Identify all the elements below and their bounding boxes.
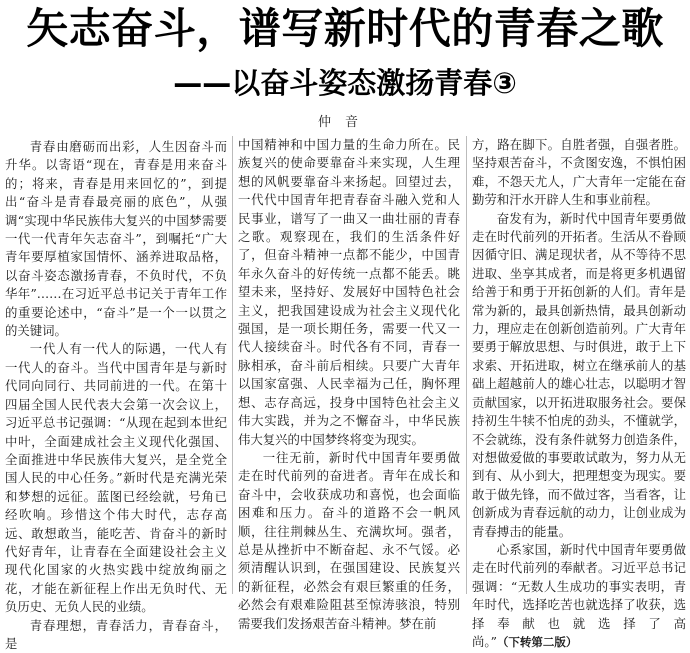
paragraph: 青春理想，青春活力，青春奋斗，是 bbox=[5, 617, 227, 651]
paragraph-text: 心系家国，新时代中国青年要勇做走在时代前列的奉献者。习近平总书记强调：“无数人生成功的事实表明，青年时代，选择吃苦也就选择了收获，选择奉献也就选择了高尚。” bbox=[472, 541, 686, 649]
author-byline: 仲音 bbox=[317, 115, 372, 130]
paragraph: 青春由磨砺而出彩，人生因奋斗而升华。以寄语“现在，青春是用来奋斗的；将来，青春是用来回忆的”，到提出“奋斗是青春最亮丽的底色”，从强调“实现中华民族伟大复兴的中国梦需要一代一代青年矢志奋斗”，到嘱托“广大青年要厚植家国情怀、涵养进取品格，以奋斗姿态激扬青春，不负时代，不负华年”……在习近平总书记关于青年工作的重要论述中，“奋斗”是一个一以贯之的关键词。 bbox=[5, 139, 227, 339]
paragraph: 一往无前，新时代中国青年要勇做走在时代前列的奋进者。青年在成长和奋斗中，会收获成功和喜悦，也会面临困难和压力。奋斗的道路不会一帆风顺，往往荆棘丛生、充满坎坷。强者，总是从挫折中不断奋起、永不气馁。必须清醒认识到，在强国建设、民族复兴的新征程，必然会有艰巨繁重的任务，必然会有艰难险阻甚至惊涛骇浪，特别需要我们发扬艰苦奋斗精神。梦在前 bbox=[238, 449, 460, 631]
article-column-3 bbox=[472, 136, 686, 649]
paragraph: 一代人有一代人的际遇，一代人有一代人的奋斗。当代中国青年是与新时代同向同行、共同前进的一代。在第十四届全国人民代表大会第一次会议上，习近平总书记强调：“从现在起到本世纪中叶，全面建成社会主义现代化强国、全面推进中华民族伟大复兴，是全党全国人民的中心任务。”新时代是充满光荣和梦想的远征。蓝图已经绘就，号角已经吹响。珍惜这个伟大时代，志存高远、敢想敢当，能吃苦、肯奋斗的新时代好青年，让青春在全面建设社会主义现代化国家的火热实践中绽放绚丽之花，才能在新征程上作出无负时代、无负历史、无负人民的业绩。 bbox=[5, 341, 227, 615]
column-divider bbox=[232, 136, 233, 594]
paragraph: 方，路在脚下。自胜者强，自强者胜。坚持艰苦奋斗，不贪图安逸，不惧怕困难，不怨天尤人，广大青年一定能在奋勤劳和汗水开辟人生和事业前程。 bbox=[472, 137, 686, 208]
column-divider bbox=[466, 136, 467, 594]
headline: 矢志奋斗，谱写新时代的青春之歌 bbox=[26, 4, 664, 53]
paragraph: 中国精神和中国力量的生命力所在。民族复兴的使命要靠奋斗来实现，人生理想的风帆要靠奋斗来扬起。回望过去，一代代中国青年把青春奋斗融入党和人民事业，谱写了一曲又一曲壮丽的青春之歌。观察现在，我们的生活条件好了，但奋斗精神一点都不能少，中国青年永久奋斗的好传统一点都不能丢。眺望未来，坚持好、发展好中国特色社会主义，把我国建设成为社会主义现代化强国，是一项长期任务，需要一代又一代人接续奋斗。时代各有不同，青春一脉相承，奋斗前后相续。只要广大青年以国家富强、人民幸福为己任，胸怀理想、志存高远，投身中国特色社会主义伟大实践，并为之不懈奋斗，中华民族伟大复兴的中国梦终将变为现实。 bbox=[238, 137, 460, 447]
paragraph bbox=[472, 541, 686, 651]
article-column-2 bbox=[238, 136, 460, 631]
subheadline: ——以奋斗姿态激扬青春③ bbox=[173, 66, 517, 100]
article-column-1 bbox=[5, 138, 227, 651]
continued-on-page-note[interactable]: （下转第二版） bbox=[496, 634, 578, 649]
paragraph: 奋发有为，新时代中国青年要勇做走在时代前列的开拓者。生活从不眷顾因循守旧、满足现状者，从不等待不思进取、坐享其成者，而是将更多机遇留给善于和勇于开拓创新的人们。青年是常为新的，最具创新热情，最具创新动力，理应走在创新创造前列。广大青年要勇于解放思想、与时俱进，敢于上下求索、开拓进取，树立在继承前人的基础上超越前人的雄心壮志，以聪明才智贡献国家，以开拓进取服务社会。要保持初生牛犊不怕虎的劲头，不懂就学，不会就练，没有条件就努力创造条件，对想做爱做的事要敢试敢为，努力从无到有、从小到大，把理想变为现实。要敢于做先锋，而不做过客，当看客，让创新成为青春远航的动力，让创业成为青春搏击的能量。 bbox=[472, 210, 686, 539]
